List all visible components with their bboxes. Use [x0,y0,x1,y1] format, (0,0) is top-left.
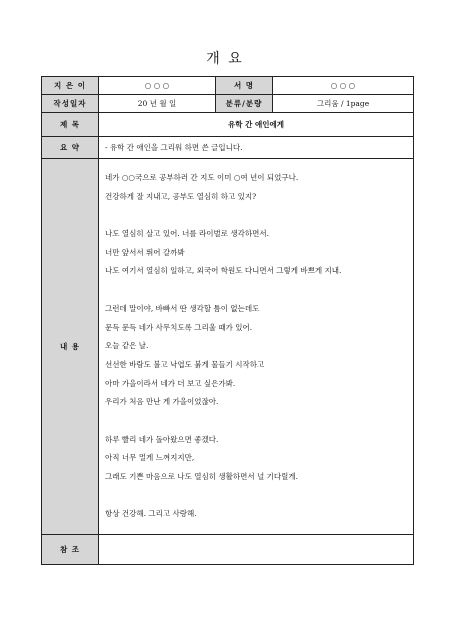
content-row [42,159,414,535]
title-value: 유학 간 애인에게 [99,113,414,137]
content-label: 내 용 [42,159,99,535]
content-line: 그래도 기쁜 마음으로 나도 열심히 생활하면서 널 기다릴게. [105,472,298,481]
content-body [99,159,414,535]
content-line: 그런데 말이야, 바빠서 딴 생각할 틈이 없는데도 [105,303,260,313]
reference-row [42,535,414,565]
author-row [42,77,414,95]
reference-label: 참 조 [42,535,99,565]
overview-form-table [41,76,414,565]
summary-value: - 유학 간 애인을 그리워 하면 쓴 글입니다. [99,137,414,159]
content-line: 나도 열심히 살고 있어. 너를 라이벌로 생각하면서. [105,229,269,239]
summary-label: 요 약 [42,137,99,159]
content-line: 항상 건강해. 그리고 사랑해. [105,509,197,519]
content-line [105,412,407,431]
content-line [105,281,407,300]
date-label: 작성일자 [42,95,99,113]
content-line: 하루 빨리 네가 돌아왔으면 좋겠다. [105,434,219,444]
date-value: 20 년 월 일 [99,95,216,113]
content-line: 아직 너무 멀게 느껴지지만, [105,453,195,463]
reference-value [99,535,414,565]
content-line: 선선한 바람도 불고 낙엽도 붉게 물들기 시작하고 [105,359,265,369]
content-line [105,487,407,506]
summary-row [42,137,414,159]
author-label: 지 은 이 [42,77,99,95]
content-line: 오늘 같은 날. [105,341,149,351]
classification-label: 분류/분량 [216,95,273,113]
document-title: 개 요 [206,51,244,67]
content-line [105,206,407,225]
content-line: 우리가 처음 만난 게 가을이었잖아. [105,397,219,407]
content-line: 네가 ○○국으로 공부하러 간 지도 이미 ○여 년이 되었구나. [105,173,299,182]
content-line: 나도 여기서 열심히 일하고, 외국어 학원도 다니면서 그렇게 바쁘게 지내. [105,266,342,276]
date-row [42,95,414,113]
book-name-value: ○ ○ ○ [273,77,414,95]
author-value: ○ ○ ○ [99,77,216,95]
title-label: 제 목 [42,113,99,137]
book-name-label: 서 명 [216,77,273,95]
title-row [42,113,414,137]
classification-value: 그리움 / 1page [273,95,414,113]
content-line: 문득 문득 네가 사무치도록 그리울 때가 있어. [105,322,253,332]
content-line: 건강하게 잘 지내고, 공부도 열심히 하고 있지? [105,191,257,201]
content-lines [105,169,407,524]
content-line: 아마 가을이라서 네가 더 보고 싶은가봐. [105,378,236,388]
content-line: 너만 앞서서 뛰어 갈까봐 [105,247,185,257]
